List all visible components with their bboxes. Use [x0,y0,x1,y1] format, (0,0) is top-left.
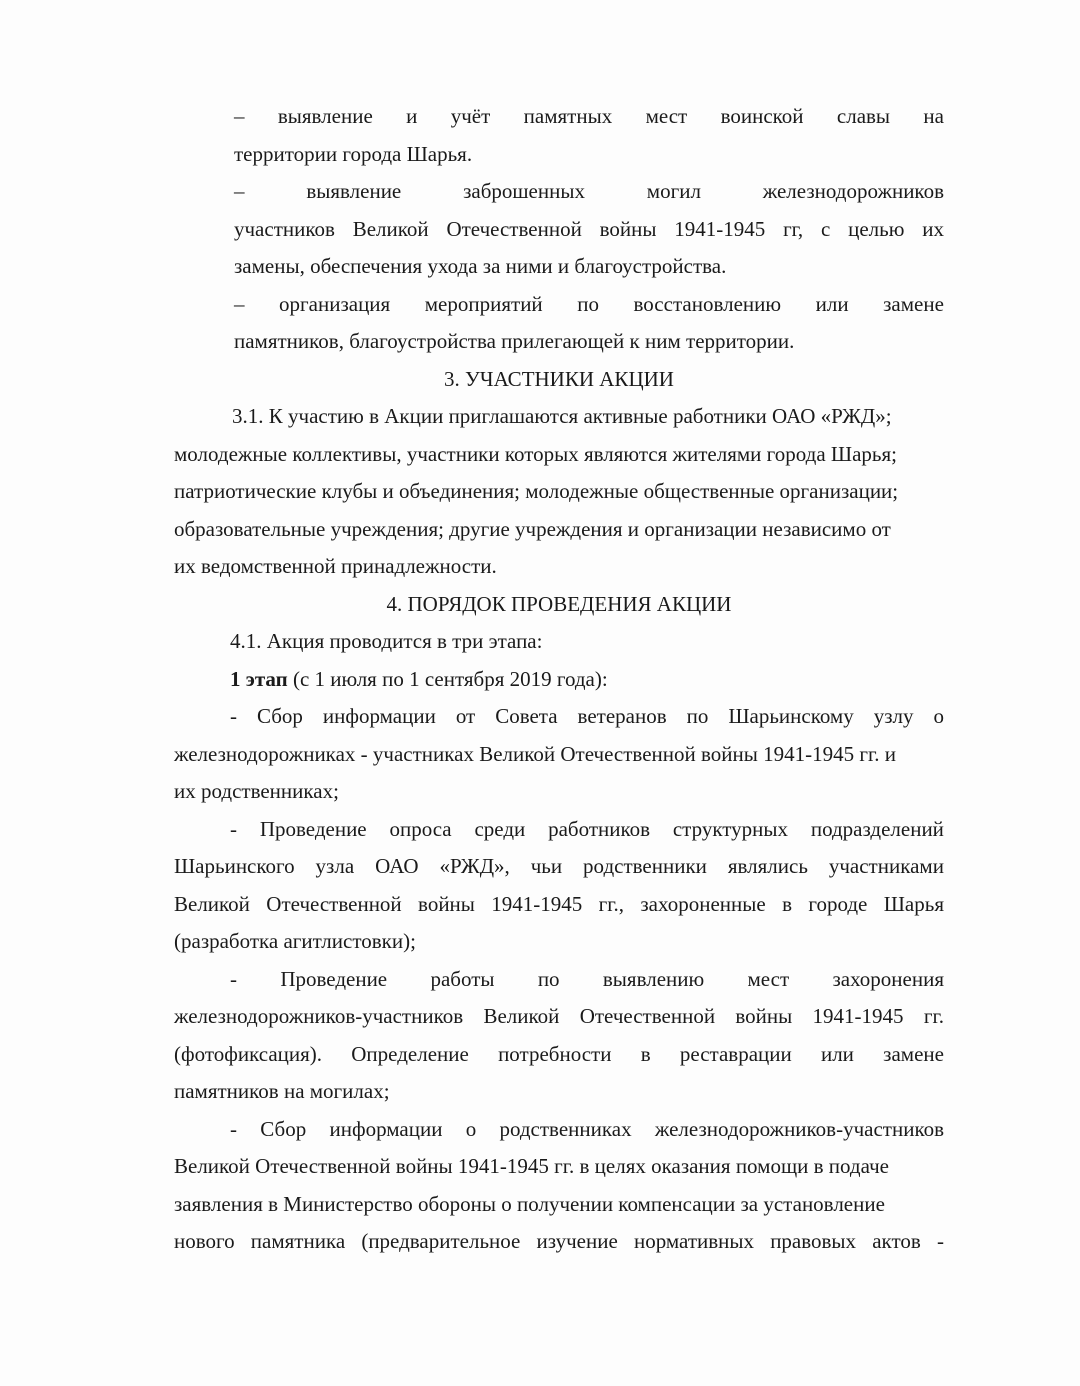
word: войны [599,216,657,241]
word: заброшенных [463,179,585,203]
word: нового [174,1229,235,1253]
word: узла [315,854,355,878]
text-line: образовательные учреждения; другие учреждения и организации независимо от [174,516,891,541]
section-heading: 3. УЧАСТНИКИ АКЦИИ [444,366,674,391]
text-line: заявления в Министерство обороны о получении компенсации за установление [174,1191,885,1216]
justified-line [174,1223,944,1261]
list-item-line [174,173,944,211]
word: среди [474,816,526,841]
word: информации [322,704,436,728]
section-heading: 4. ПОРЯДОК ПРОВЕДЕНИЯ АКЦИИ [386,591,732,616]
word: 1941-1945 [674,216,766,241]
text-line: (разработка агитлистовки); [174,929,416,953]
word: потребности [498,1041,612,1066]
word: мероприятий [424,291,543,316]
word: и [406,104,418,128]
word: Сбор [256,704,303,728]
word: ОАО [375,854,419,878]
stage-line [174,661,944,699]
word: (фотофиксация). [174,1041,323,1066]
word: структурных [672,816,789,841]
word: мест [747,966,790,991]
word: – [234,179,245,203]
text-line: 4.1. Акция проводится в три этапа: [230,629,543,653]
word: нормативных [633,1229,755,1253]
word: замене [883,291,944,316]
document-body [174,98,944,1261]
word: железнодорожников-участников [174,1004,464,1028]
word: правовых [770,1229,857,1253]
word: выявлению [602,966,705,991]
word: железнодорожников [762,179,944,203]
word: – [234,291,245,316]
word: железнодорожников-участников [654,1116,944,1141]
word: информации [329,1116,443,1141]
word: Шарья [883,891,944,916]
word: реставрации [679,1041,792,1066]
text-line: железнодорожниках - участниках Великой Отечественной войны 1941-1945 гг. и [174,741,896,766]
word: родственниках [499,1116,632,1141]
word: о [465,1116,477,1141]
word: Великой [483,1004,560,1028]
text-line: памятников на могилах; [174,1079,390,1103]
word: замене [883,1041,944,1066]
word: 1941-1945 [812,1004,904,1028]
word: городе [808,891,868,916]
word: в [640,1041,651,1066]
word: гг. [923,1004,944,1028]
word: Совета [495,704,558,728]
word: целью [848,216,905,241]
word: - [230,704,237,728]
text-line: их ведомственной принадлежности. [174,554,497,578]
word: их [922,216,944,241]
word: - [230,816,237,841]
justified-line [174,886,944,924]
justified-line [174,1111,944,1149]
justified-line [174,698,944,736]
word: с [820,216,831,241]
stage-label: 1 этап [230,666,288,691]
word: (предварительное [361,1229,521,1253]
word: чьи [530,854,563,878]
word: участников [234,216,335,241]
justified-line [174,998,944,1036]
list-item-line [174,98,944,136]
word: по [537,966,560,991]
list-item-line [174,286,944,324]
word: «РЖД», [439,854,510,878]
text-line: Великой Отечественной войны 1941-1945 гг. в целях оказания помощи в подаче [174,1154,889,1178]
word: подразделений [810,816,944,841]
word: могил [646,179,701,203]
justified-line [174,811,944,849]
word: Отечественной [446,216,582,241]
word: Отечественной [266,891,402,916]
word: изучение [536,1229,618,1253]
word: – [234,104,245,128]
word: гг, [783,216,804,241]
justified-line [174,1036,944,1074]
word: войны [735,1004,793,1028]
word: по [686,704,709,728]
word: восстановлению [633,291,782,316]
word: памятника [250,1229,346,1253]
word: родственники [583,854,707,878]
word: Проведение [280,966,388,991]
word: - [230,966,237,991]
word: гг., [598,891,625,916]
word: мест [645,104,688,128]
word: славы [836,104,891,128]
word: памятных [523,104,613,128]
text-line: территории города Шарья. [234,141,473,166]
text-line: 3.1. К участию в Акции приглашаются активные работники ОАО «РЖД»; [232,404,892,428]
word: Проведение [259,816,367,841]
word: - [230,1116,237,1141]
word: на [923,104,944,128]
word: Шарьинскому [728,704,854,728]
justified-line [174,961,944,999]
word: узлу [873,704,914,728]
word: по [577,291,599,316]
text-line: молодежные коллективы, участники которых являются жителями города Шарья; [174,441,897,466]
word: - [936,1229,944,1253]
text-line: патриотические клубы и объединения; молодежные общественные организации; [174,479,899,503]
word: выявление [306,179,402,203]
word: войны [418,891,475,916]
word: работников [548,816,651,841]
word: захоронения [832,966,944,991]
word: опроса [389,816,452,841]
justified-line [174,848,944,886]
word: захороненные [640,891,766,916]
word: в [782,891,792,916]
word: являлись [727,854,808,878]
word: воинской [720,104,804,128]
stage-dates: (с 1 июля по 1 сентября 2019 года): [287,666,608,691]
word: ветеранов [577,704,667,728]
word: актов [872,1229,921,1253]
word: выявление [277,104,373,128]
word: Сбор [260,1116,307,1141]
justified-line [174,211,944,249]
word: Великой [352,216,429,241]
word: 1941-1945 [491,891,583,916]
text-line: их родственниках; [174,779,339,803]
word: Отечественной [579,1004,716,1028]
word: Шарьинского [174,854,295,878]
word: участниками [828,854,944,878]
text-line: замены, обеспечения ухода за ними и благоустройства. [234,254,727,278]
word: Определение [351,1041,469,1066]
text-line: памятников, благоустройства прилегающей к ним территории. [234,329,795,353]
word: Великой [174,891,250,916]
word: организация [279,291,391,316]
word: работы [430,966,495,991]
word: о [933,704,944,728]
word: учёт [450,104,491,128]
word: от [455,704,476,728]
word: или [815,291,849,316]
word: или [820,1041,854,1066]
